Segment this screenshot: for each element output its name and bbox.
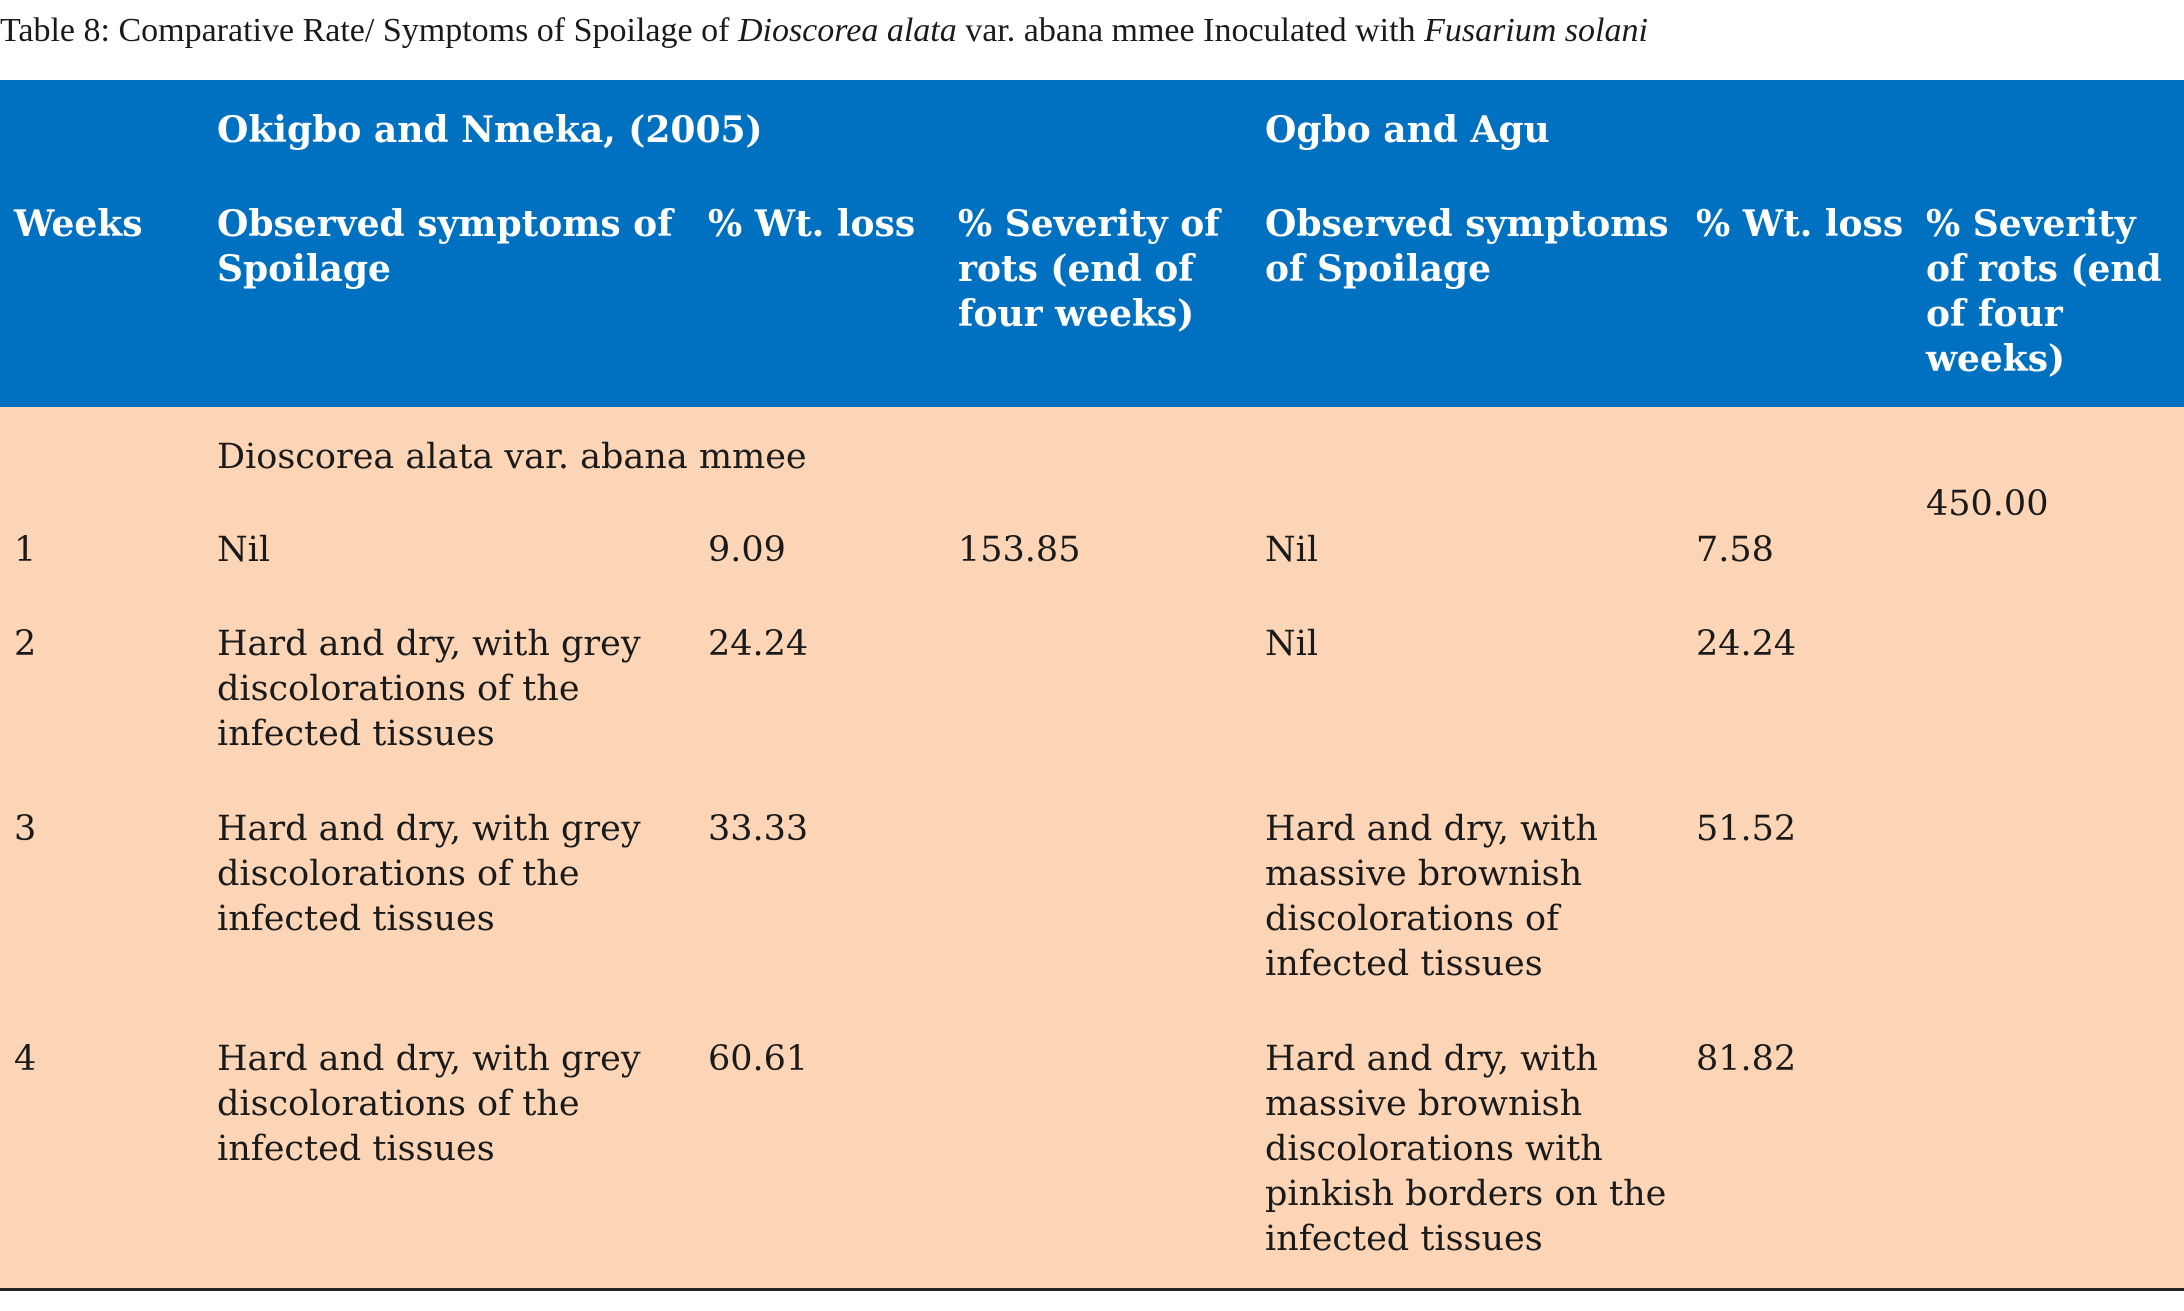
row1-g2-symptoms: Nil [1265,530,1319,570]
row4-g2-wtloss: 81.82 [1696,1039,1797,1079]
g1-severity-value: 153.85 [958,530,1081,570]
row1-g2-wtloss: 7.58 [1696,530,1774,570]
row2-week: 2 [14,624,37,664]
row3-g2-wtloss: 51.52 [1696,809,1797,849]
row2-g1-symptoms: Hard and dry, with grey discolorations of the infected tissues [217,624,641,754]
table-header [0,80,2184,407]
caption-pathogen: Fusarium solani [1424,12,1648,49]
species-subtitle: Dioscorea alata var. abana mmee [217,437,807,477]
col-header-weeks: Weeks [14,203,143,245]
row3-g2-symptoms: Hard and dry, with massive brownish discolorations of infected tissues [1265,809,1598,984]
row4-g2-symptoms: Hard and dry, with massive brownish discolorations with pinkish borders on the infected tissues [1265,1039,1667,1259]
comparison-table [0,80,2184,1290]
row3-week: 3 [14,809,37,849]
col-header-g2-wtloss: % Wt. loss [1696,203,1904,245]
row4-week: 4 [14,1039,37,1079]
table-body [0,407,2184,1290]
col-header-g2-symptoms: Observed symptoms of Spoilage [1265,203,1669,290]
col-header-g2-severity: % Severity of rots (end of four weeks) [1926,203,2162,380]
table-caption [0,12,1648,50]
col-header-g1-severity: % Severity of rots (end of four weeks) [958,203,1220,335]
row1-g1-wtloss: 9.09 [708,530,786,570]
row1-g1-symptoms: Nil [217,530,271,570]
row4-g1-symptoms: Hard and dry, with grey discolorations of the infected tissues [217,1039,641,1169]
row2-g2-symptoms: Nil [1265,624,1319,664]
row2-g2-wtloss: 24.24 [1696,624,1797,664]
col-header-g1-wtloss: % Wt. loss [708,203,916,245]
row3-g1-symptoms: Hard and dry, with grey discolorations of the infected tissues [217,809,641,939]
caption-species: Dioscorea alata [737,12,957,49]
col-header-g1-symptoms: Observed symptoms of Spoilage [217,203,673,290]
caption-middle: var. abana mmee Inoculated with [956,12,1425,49]
row2-g1-wtloss: 24.24 [708,624,809,664]
row3-g1-wtloss: 33.33 [708,809,809,849]
row1-week: 1 [14,530,37,570]
group-header-ogbo: Ogbo and Agu [1265,109,1550,151]
group-header-okigbo: Okigbo and Nmeka, (2005) [217,109,763,151]
g2-severity-value: 450.00 [1926,484,2049,524]
table-bottom-rule [0,1288,2184,1291]
caption-prefix: Table 8: Comparative Rate/ Symptoms of Spoilage of [0,12,738,49]
row4-g1-wtloss: 60.61 [708,1039,809,1079]
